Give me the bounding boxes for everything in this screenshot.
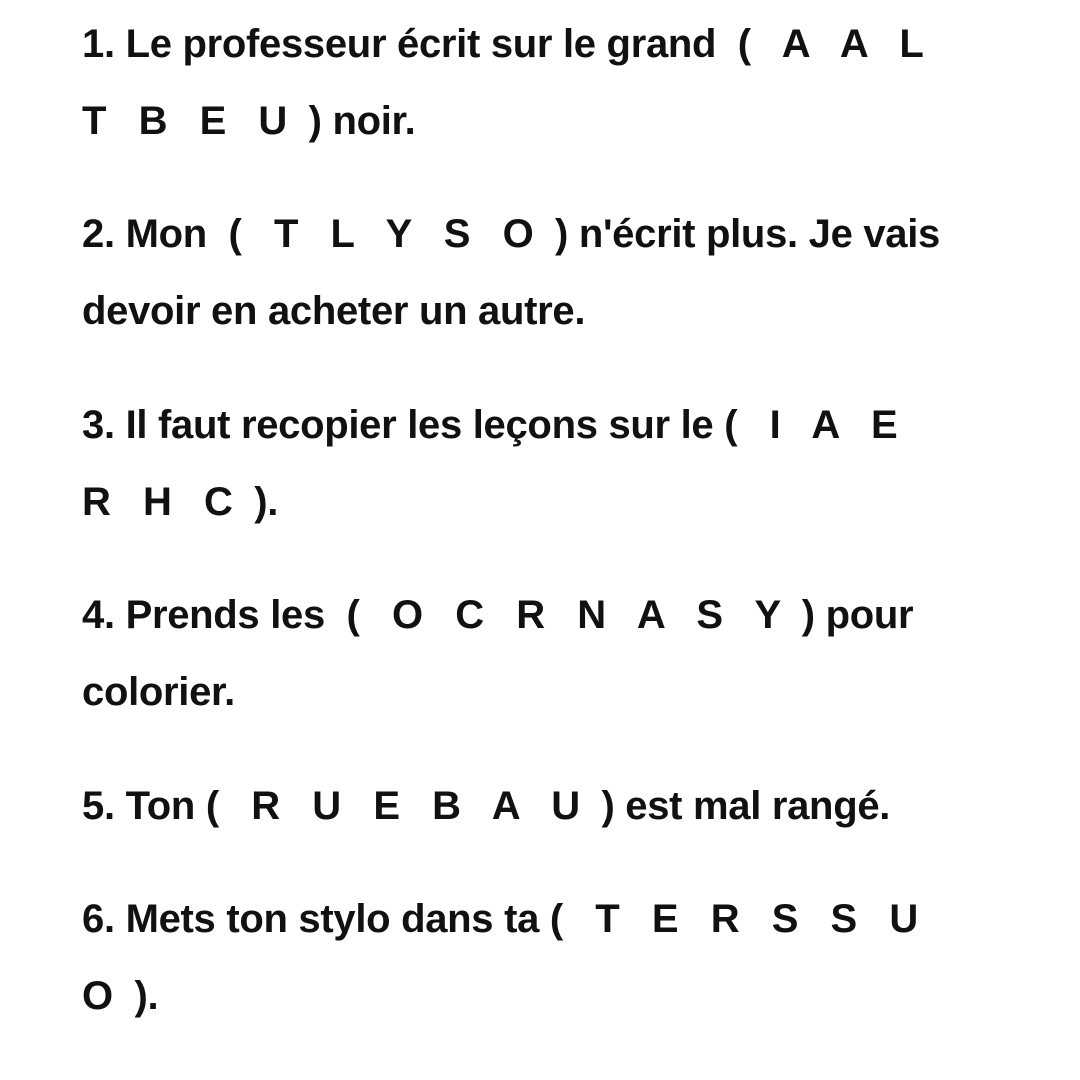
sentence-1-line-2: T B E U ) noir. xyxy=(82,99,416,143)
sentence-2-line-1: 2. Mon ( T L Y S O ) n'écrit plus. Je vais xyxy=(82,212,940,256)
sentence-4-line-1: 4. Prends les ( O C R N A S Y ) pour xyxy=(82,593,914,637)
sentence-2-line-2: devoir en acheter un autre. xyxy=(82,289,586,333)
worksheet xyxy=(82,0,1062,1080)
sentence-5-line-1: 5. Ton ( R U E B A U ) est mal rangé. xyxy=(82,784,891,828)
sentence-3-line-2: R H C ). xyxy=(82,480,279,524)
sentence-4-line-2: colorier. xyxy=(82,670,235,714)
sentence-6-line-2: O ). xyxy=(82,974,159,1018)
sentence-6-line-1: 6. Mets ton stylo dans ta ( T E R S S U xyxy=(82,897,918,941)
sentence-3-line-1: 3. Il faut recopier les leçons sur le ( I A E xyxy=(82,403,898,447)
sentence-1-line-1: 1. Le professeur écrit sur le grand ( A A L xyxy=(82,22,924,66)
